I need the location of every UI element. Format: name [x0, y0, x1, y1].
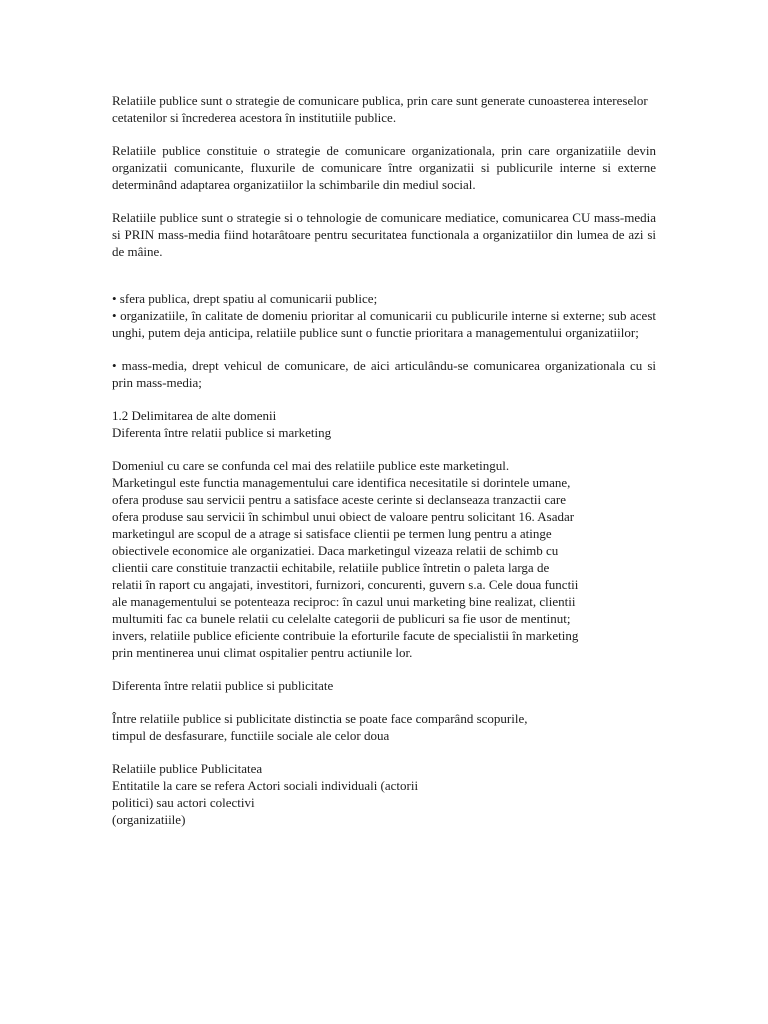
- text-line: prin mentinerea unui climat ospitalier pentru actiunile lor.: [112, 645, 413, 660]
- text-line: ofera produse sau servicii pentru a satisface aceste cerinte si declanseaza tranzactii care: [112, 492, 567, 507]
- text-line: Relatiile publice Publicitatea: [112, 761, 263, 776]
- paragraph-organizational: Relatiile publice constituie o strategie de comunicare organizationala, prin care organizatiile devin organizatii comunicante, fluxurile de comunicare între organizatii si publicurile interne si externe determinând adaptarea organizatiilor la schimbarile din mediul social.: [112, 143, 656, 192]
- section-heading: 1.2 Delimitarea de alte domenii: [112, 408, 277, 423]
- paragraph-intro: Relatiile publice sunt o strategie de comunicare publica, prin care sunt generate cunoasterea intereselor cetatenilor si încrederea acestora în institutiile publice.: [112, 93, 648, 125]
- document-body: [112, 92, 656, 828]
- paragraph-mediatic: Relatiile publice sunt o strategie si o tehnologie de comunicare mediatice, comunicarea CU mass-media si PRIN mass-media fiind hotarâtoare pentru securitatea functionala a organizatiilor din lumea de azi si de mâine.: [112, 210, 656, 259]
- text-line: invers, relatiile publice eficiente contribuie la eforturile facute de specialistii în marketing: [112, 628, 579, 643]
- text-line: ale managementului se potenteaza reciproc: în cazul unui marketing bine realizat, clientii: [112, 594, 576, 609]
- text-line: relatii în raport cu angajati, investitori, furnizori, concurenti, guvern s.a. Cele doua functii: [112, 577, 579, 592]
- text-line: ofera produse sau servicii în schimbul unui obiect de valoare pentru solicitant 16. Asadar: [112, 509, 575, 524]
- comparison-table-text: [112, 760, 656, 828]
- text-line: Domeniul cu care se confunda cel mai des relatiile publice este marketingul.: [112, 458, 510, 473]
- text-line: (organizatiile): [112, 812, 186, 827]
- paragraph-publicity: [112, 710, 656, 744]
- text-line: Marketingul este functia managementului care identifica necesitatile si dorintele umane,: [112, 475, 571, 490]
- bullet-organizations: • organizatiile, în calitate de domeniu prioritar al comunicarii cu publicurile interne si externe; sub acest unghi, putem deja anticipa, relatiile publice sunt o functie prioritara a managementului organizatiilor;: [112, 308, 656, 340]
- text-line: obiectivele economice ale organizatiei. Daca marketingul vizeaza relatii de schimb cu: [112, 543, 559, 558]
- section-subheading: Diferenta între relatii publice si marketing: [112, 425, 332, 440]
- publicity-heading: Diferenta între relatii publice si publicitate: [112, 678, 334, 693]
- bullet-mass-media: • mass-media, drept vehicul de comunicare, de aici articulându-se comunicarea organizationala cu si prin mass-media;: [112, 358, 656, 390]
- text-line: Entitatile la care se refera Actori sociali individuali (actorii: [112, 778, 419, 793]
- text-line: politici) sau actori colectivi: [112, 795, 255, 810]
- paragraph-marketing: [112, 457, 656, 661]
- text-line: timpul de desfasurare, functiile sociale ale celor doua: [112, 728, 390, 743]
- text-line: marketingul are scopul de a atrage si satisface clientii pe termen lung pentru a atinge: [112, 526, 552, 541]
- bullet-public-sphere: • sfera publica, drept spatiu al comunicarii publice;: [112, 291, 378, 306]
- text-line: multumiti fac ca bunele relatii cu celelalte categorii de publicuri sa fie usor de mentinut;: [112, 611, 571, 626]
- text-line: clientii care constituie tranzactii echitabile, relatiile publice întretin o paleta larga de: [112, 560, 550, 575]
- text-line: Între relatiile publice si publicitate distinctia se poate face comparând scopurile,: [112, 711, 528, 726]
